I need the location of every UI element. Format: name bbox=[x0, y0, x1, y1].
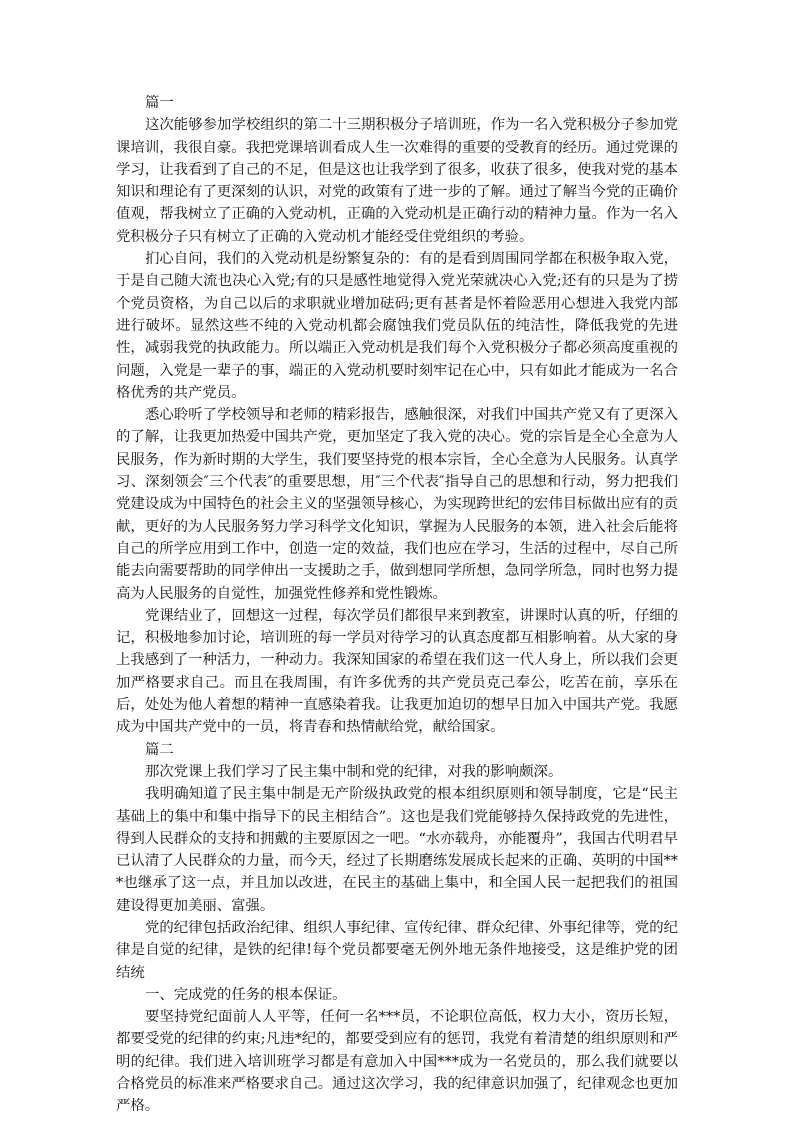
paragraph: 我明确知道了民主集中制是无产阶级执政党的根本组织原则和领导制度，它是“民主基础上的集中和集中指导下的民主相结合”。这也是我们党能够持久保持政党的先进性，得到人民群众的支持和拥戴的主要原因之一吧。“水亦载舟，亦能覆舟”，我国古代明君早已认清了人民群众的力量，而今天，经过了长期磨练发展成长起来的正确、英明的中国***也继承了这一点，并且加以改进，在民主的基础上集中，和全国人民一起把我们的祖国建设得更加美丽、富强。 bbox=[116, 786, 678, 914]
paragraph: 这次能够参加学校组织的第二十三期积极分子培训班，作为一名入党积极分子参加党课培训，我很自豪。我把党课培训看成人生一次难得的重要的受教育的经历。通过党课的学习，让我看到了自己的不足，但是这也让我学到了很多，收获了很多，使我对党的基本知识和理论有了更深刻的认识，对党的政策有了进一步的了解。通过了解当今党的正确价值观，帮我树立了正确的入党动机，正确的入党动机是正确行动的精神力量。作为一名入党积极分子只有树立了正确的入党动机才能经受住党组织的考验。 bbox=[116, 117, 678, 245]
paragraph: 党的纪律包括政治纪律、组织人事纪律、宣传纪律、群众纪律、外事纪律等，党的纪律是自觉的纪律，是铁的纪律!每个党员都要毫无例外地无条件地接受，这是维护党的团结统 bbox=[116, 919, 678, 981]
section-heading-2: 篇二 bbox=[145, 741, 174, 758]
document-body bbox=[116, 92, 678, 1118]
paragraph: 要坚持党纪面前人人平等，任何一名***员，不论职位高低，权力大小，资历长短，都要受党的纪律的约束;凡违*纪的，都要受到应有的惩罚，我党有着清楚的组织原则和严明的纪律。我们进入培训班学习都是有意加入中国***成为一名党员的，那么我们就要以合格党员的标准来严格要求自己。通过这次学习，我的纪律意识加强了，纪律观念也更加严格。 bbox=[116, 1009, 678, 1115]
paragraph: 那次党课上我们学习了民主集中制和党的纪律，对我的影响颇深。 bbox=[145, 763, 563, 780]
paragraph: 一、完成党的任务的根本保证。 bbox=[145, 986, 347, 1003]
paragraph: 悉心聆听了学校领导和老师的精彩报告，感触很深，对我们中国共产党又有了更深入的了解，让我更加热爱中国共产党，更加坚定了我入党的决心。党的宗旨是全心全意为人民服务，作为新时期的大学生，我们要坚持党的根本宗旨，全心全意为人民服务。认真学习、深刻领会″三个代表″的重要思想，用″三个代表″指导自己的思想和行动，努力把我们党建设成为中国特色的社会主义的坚强领导核心，为实现跨世纪的宏伟目标做出应有的贡献，更好的为人民服务努力学习科学文化知识，掌握为人民服务的本领，进入社会后能将自己的所学应用到工作中，创造一定的效益，我们也应在学习，生活的过程中，尽自己所能去向需要帮助的同学伸出一支援助之手，做到想同学所想，急同学所急，同时也努力提高为人民服务的自觉性，加强党性修养和党性锻炼。 bbox=[116, 407, 678, 602]
paragraph: 党课结业了，回想这一过程，每次学员们都很早来到教室，讲课时认真的听，仔细的记，积极地参加讨论，培训班的每一学员对待学习的认真态度都互相影响着。从大家的身上我感到了一种活力，一种动力。我深知国家的希望在我们这一代人身上，所以我们会更加严格要求自己。而且在我周围，有许多优秀的共产党员克己奉公，吃苦在前，享乐在后，处处为他人着想的精神一直感染着我。让我更加迫切的想早日加入中国共产党。我愿成为中国共产党中的一员，将青春和热情献给党，献给国家。 bbox=[116, 607, 678, 736]
paragraph: 扪心自问，我们的入党动机是纷繁复杂的：有的是看到周围同学都在积极争取入党，于是自己随大流也决心入党;有的只是感性地觉得入党光荣就决心入党;还有的只是为了捞个党员资格，为自己以后的求职就业增加砝码;更有甚者是怀着险恶用心想进入我党内部进行破坏。显然这些不纯的入党动机都会腐蚀我们党员队伍的纯洁性，降低我党的先进性，减弱我党的执政能力。所以端正入党动机是我们每个入党积极分子都必须高度重视的问题，入党是一辈子的事，端正的入党动机要时刻牢记在心中，只有如此才能成为一名合格优秀的共产党员。 bbox=[116, 251, 678, 401]
section-heading-1: 篇一 bbox=[145, 95, 174, 111]
